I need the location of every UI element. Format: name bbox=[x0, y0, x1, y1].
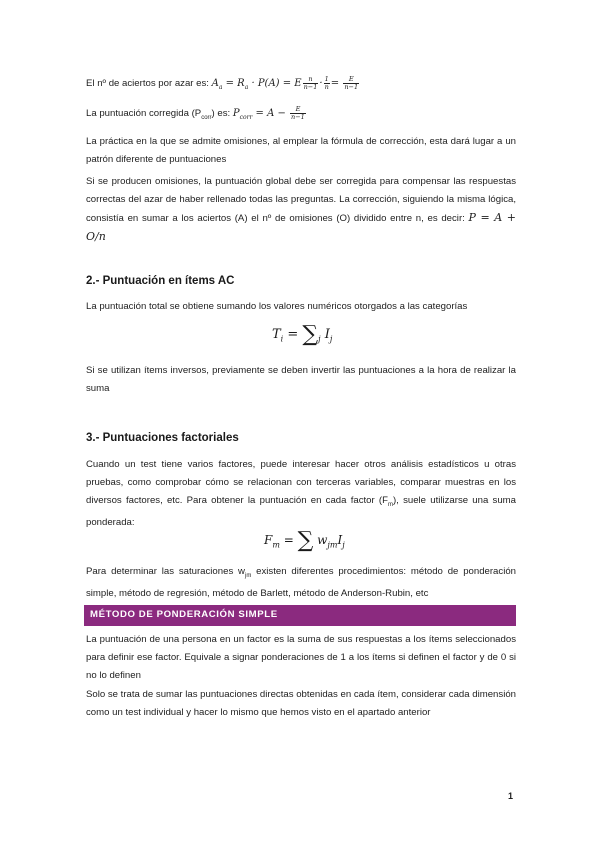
formula-aciertos-azar: $A_a = R_a \cdot P(A) = E$ $\frac{n}{n-1}$ · $\frac{1}{n}$ = $\frac{E}{n-1}$ bbox=[211, 75, 359, 91]
page-number: 1 bbox=[508, 791, 514, 801]
paragraph-simple-sumar: Solo se trata de sumar las puntuaciones directas obtenidas en cada ítem, considerar cada dimensión como un test individual y hacer lo mismo que hemos visto en el apartado anterior bbox=[86, 689, 516, 718]
paragraph-factoriales-intro bbox=[86, 456, 516, 532]
formula-omisiones: P = A + O/n bbox=[86, 211, 516, 243]
factoriales-intro-text-1: Cuando un test tiene varios factores, puede interesar hacer otros análisis estadísticos u otras pruebas, como comprobar cómo se relacionan con terceras variables, comparar muestras en los diversos factores, etc. Para obtener la puntuación en cada factor (F bbox=[86, 459, 516, 506]
section-band-ponderacion-simple bbox=[84, 605, 516, 626]
aciertos-azar-line bbox=[86, 75, 516, 97]
corregida-intro: La puntuación corregida (P bbox=[86, 108, 202, 119]
paragraph-saturaciones bbox=[86, 563, 516, 603]
formula-total-sum: $T_i = \sum_j$ $I_j$ bbox=[272, 322, 333, 347]
saturaciones-text-1: Para determinar las saturaciones w bbox=[86, 566, 245, 577]
paragraph-ac-inversos: Si se utilizan ítems inversos, previamente se deben invertir las puntuaciones a la hora de realizar la suma bbox=[86, 365, 516, 394]
paragraph-omisiones-patron: La práctica en la que se admite omisiones, al emplear la fórmula de corrección, esta dará lugar a un patrón diferente de puntuaciones bbox=[86, 136, 516, 165]
factoriales-intro-sub: m bbox=[387, 501, 393, 508]
aciertos-azar-intro: El nº de aciertos por azar es: bbox=[86, 78, 209, 89]
paragraph-ac-total: La puntuación total se obtiene sumando los valores numéricos otorgados a las categorías bbox=[86, 301, 468, 312]
paragraph-omisiones-correccion bbox=[86, 173, 516, 247]
saturaciones-text-2: existen diferentes procedimientos: método de ponderación simple, método de regresión, método de Barlett, método de Anderson-Rubin, etc bbox=[86, 566, 516, 599]
omisiones-correccion-text: Si se producen omisiones, la puntuación global debe ser corregida para compensar las respuestas correctas del azar de haber rellenado todas las preguntas. La corrección, siguiendo la misma lógica, consistía en sumar a los aciertos (A) el nº de omisiones (O) dividido entre n, es decir: bbox=[86, 176, 516, 224]
formula-corregida: $P_{corr} = A$ − $\frac{E}{n-1}$ bbox=[232, 105, 305, 121]
heading-factoriales: 3.- Puntuaciones factoriales bbox=[86, 432, 239, 444]
heading-items-ac: 2.- Puntuación en ítems AC bbox=[86, 275, 235, 287]
corregida-end: ) es: bbox=[211, 108, 231, 119]
corregida-sub: corr bbox=[201, 114, 212, 121]
saturaciones-sub: jm bbox=[245, 572, 252, 579]
section-band-label: MÉTODO DE PONDERACIÓN SIMPLE bbox=[90, 609, 278, 620]
formula-factor-sum: $F_m$ = ∑ $w_{jm}I_j$ bbox=[264, 528, 345, 553]
factoriales-intro-text-2: ), suele utilizarse una suma ponderada: bbox=[86, 495, 517, 528]
paragraph-simple-def: La puntuación de una persona en un factor es la suma de sus respuestas a los ítems seleccionados para definir ese factor. Equivale a signar ponderaciones de 1 a los ítems si definen el factor y de 0 si no lo definen bbox=[86, 634, 516, 681]
puntuacion-corregida-line bbox=[86, 105, 516, 127]
